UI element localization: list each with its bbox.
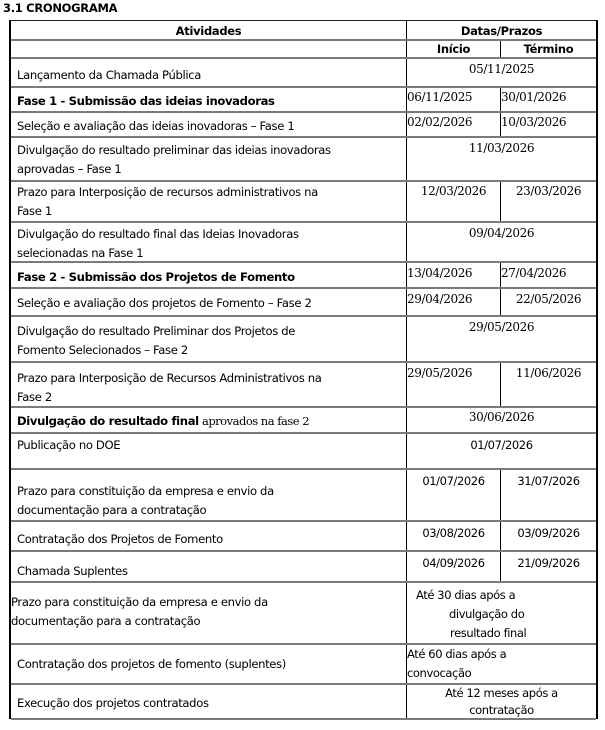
activity-cell: Fase 1 - Submissão das ideias inovadoras bbox=[17, 94, 275, 108]
table-row bbox=[11, 59, 596, 88]
activity-line: Divulgação do resultado Preliminar dos Projetos de bbox=[17, 324, 296, 338]
activity-cell: Seleção e avaliação das ideias inovadoras – Fase 1 bbox=[17, 119, 295, 133]
activity-line: selecionadas na Fase 1 bbox=[17, 246, 144, 260]
table-row bbox=[11, 223, 596, 263]
date-start: 29/04/2026 bbox=[407, 289, 501, 315]
deadline-line: Até 60 dias após a bbox=[407, 647, 507, 661]
table-row bbox=[11, 552, 596, 583]
dates-cell bbox=[406, 88, 596, 111]
date-start: 04/09/2026 bbox=[407, 552, 501, 581]
table-row bbox=[11, 583, 596, 645]
date-start: 01/07/2026 bbox=[407, 470, 501, 520]
activity-cell: Contratação dos Projetos de Fomento bbox=[17, 532, 223, 546]
dates-cell bbox=[406, 645, 596, 683]
activity-line: documentação para a contratação bbox=[11, 614, 201, 628]
activity-line: Fomento Selecionados – Fase 2 bbox=[17, 343, 188, 357]
activity-line: Fase 2 bbox=[17, 390, 52, 404]
date-end: 30/01/2026 bbox=[501, 90, 567, 104]
activity-cell bbox=[11, 363, 406, 406]
dates-cell bbox=[406, 685, 596, 718]
header-start: Início bbox=[407, 41, 501, 57]
date-merged: 09/04/2026 bbox=[468, 226, 535, 240]
date-merged: 05/11/2025 bbox=[468, 62, 535, 76]
activity-line: Divulgação do resultado preliminar das ideias inovadoras bbox=[17, 143, 331, 157]
table-row bbox=[11, 434, 596, 470]
header-dates-cell bbox=[406, 21, 596, 39]
table-row bbox=[11, 289, 596, 317]
header-subcols bbox=[406, 41, 596, 57]
deadline-line: contratação bbox=[469, 703, 534, 717]
dates-cell bbox=[406, 59, 596, 86]
date-start: 06/11/2025 bbox=[407, 88, 501, 111]
date-start: 29/05/2026 bbox=[407, 363, 501, 406]
activity-cell: Contratação dos projetos de fomento (suplentes) bbox=[17, 657, 286, 671]
activity-cell: Execução dos projetos contratados bbox=[17, 696, 209, 710]
table-row bbox=[11, 645, 596, 685]
date-merged: 01/07/2026 bbox=[470, 438, 533, 452]
date-end: 22/05/2026 bbox=[515, 292, 582, 306]
header-row-1 bbox=[11, 21, 596, 41]
table-row bbox=[11, 685, 596, 720]
activity-line: aprovadas – Fase 1 bbox=[17, 162, 122, 176]
activity-line: Prazo para Interposição de recursos administrativos na bbox=[17, 185, 318, 199]
date-merged bbox=[407, 583, 596, 643]
activity-cell bbox=[11, 408, 406, 432]
date-start: 03/08/2026 bbox=[407, 522, 501, 550]
activity-cell bbox=[11, 583, 406, 643]
activity-cell: Seleção e avaliação dos projetos de Fomento – Fase 2 bbox=[17, 296, 312, 310]
deadline-line: Até 30 dias após a bbox=[416, 588, 516, 602]
deadline-line: resultado final bbox=[450, 626, 527, 640]
table-row bbox=[11, 113, 596, 138]
activity-cell: Publicação no DOE bbox=[17, 438, 121, 452]
section-title: 3.1 CRONOGRAMA bbox=[3, 1, 118, 15]
table-row bbox=[11, 470, 596, 522]
activity-line: Prazo para constituição da empresa e envio da bbox=[11, 595, 268, 609]
header-row-2 bbox=[11, 41, 596, 59]
date-merged: 30/06/2026 bbox=[468, 410, 535, 424]
table-row bbox=[11, 138, 596, 182]
date-end: 03/09/2026 bbox=[517, 526, 580, 540]
dates-cell bbox=[406, 552, 596, 581]
date-end: 21/09/2026 bbox=[517, 556, 580, 570]
dates-cell bbox=[406, 317, 596, 361]
table-row bbox=[11, 408, 596, 434]
date-merged bbox=[407, 685, 596, 718]
deadline-line: Até 12 meses após a bbox=[445, 686, 558, 700]
dates-cell bbox=[406, 182, 596, 221]
dates-cell bbox=[406, 408, 596, 432]
date-end: 27/04/2026 bbox=[501, 266, 567, 280]
activity-line: Fase 1 bbox=[17, 204, 52, 218]
table-row bbox=[11, 263, 596, 289]
schedule-table bbox=[9, 20, 598, 719]
activity-cell: Chamada Suplentes bbox=[17, 564, 128, 578]
activity-cell: Lançamento da Chamada Pública bbox=[17, 68, 202, 82]
deadline-line: divulgação do bbox=[449, 607, 525, 621]
date-merged: 29/05/2026 bbox=[468, 320, 535, 334]
activity-line: Prazo para constituição da empresa e envio da bbox=[17, 484, 274, 498]
date-end: 11/06/2026 bbox=[515, 366, 582, 380]
date-end: 23/03/2026 bbox=[515, 184, 582, 198]
header-empty bbox=[11, 41, 406, 57]
header-dates: Datas/Prazos bbox=[460, 24, 543, 38]
deadline-line: convocação bbox=[407, 666, 472, 680]
dates-cell bbox=[406, 470, 596, 520]
dates-cell bbox=[406, 263, 596, 287]
table-row bbox=[11, 88, 596, 113]
table-row bbox=[11, 182, 596, 223]
activity-cell bbox=[11, 470, 406, 520]
activity-cell bbox=[11, 317, 406, 361]
date-merged: 11/03/2026 bbox=[468, 141, 535, 155]
date-start: 12/03/2026 bbox=[407, 182, 501, 221]
activity-cell bbox=[11, 138, 406, 180]
date-end: 10/03/2026 bbox=[501, 115, 567, 129]
activity-cell bbox=[11, 223, 406, 261]
activity-rest-part: aprovados na fase 2 bbox=[198, 414, 310, 428]
activity-cell: Fase 2 - Submissão dos Projetos de Fomento bbox=[17, 270, 295, 284]
dates-cell bbox=[406, 434, 596, 468]
dates-cell bbox=[406, 138, 596, 180]
dates-cell bbox=[406, 522, 596, 550]
activity-line: Prazo para Interposição de Recursos Administrativos na bbox=[17, 371, 322, 385]
header-end: Término bbox=[523, 42, 574, 56]
dates-cell bbox=[406, 289, 596, 315]
date-end: 31/07/2026 bbox=[517, 474, 580, 488]
table-row bbox=[11, 317, 596, 363]
activity-line: documentação para a contratação bbox=[17, 503, 207, 517]
table-row bbox=[11, 363, 596, 408]
dates-cell bbox=[406, 583, 596, 643]
dates-cell bbox=[406, 363, 596, 406]
activity-bold-part: Divulgação do resultado final bbox=[17, 414, 199, 428]
dates-cell bbox=[406, 113, 596, 136]
dates-cell bbox=[406, 223, 596, 261]
header-activities: Atividades bbox=[175, 24, 242, 38]
date-start: 02/02/2026 bbox=[407, 113, 501, 136]
activity-line: Divulgação do resultado final das Ideias Inovadoras bbox=[17, 227, 299, 241]
date-start: 13/04/2026 bbox=[407, 263, 501, 287]
date-merged bbox=[407, 645, 596, 683]
table-row bbox=[11, 522, 596, 552]
activity-cell bbox=[11, 182, 406, 221]
